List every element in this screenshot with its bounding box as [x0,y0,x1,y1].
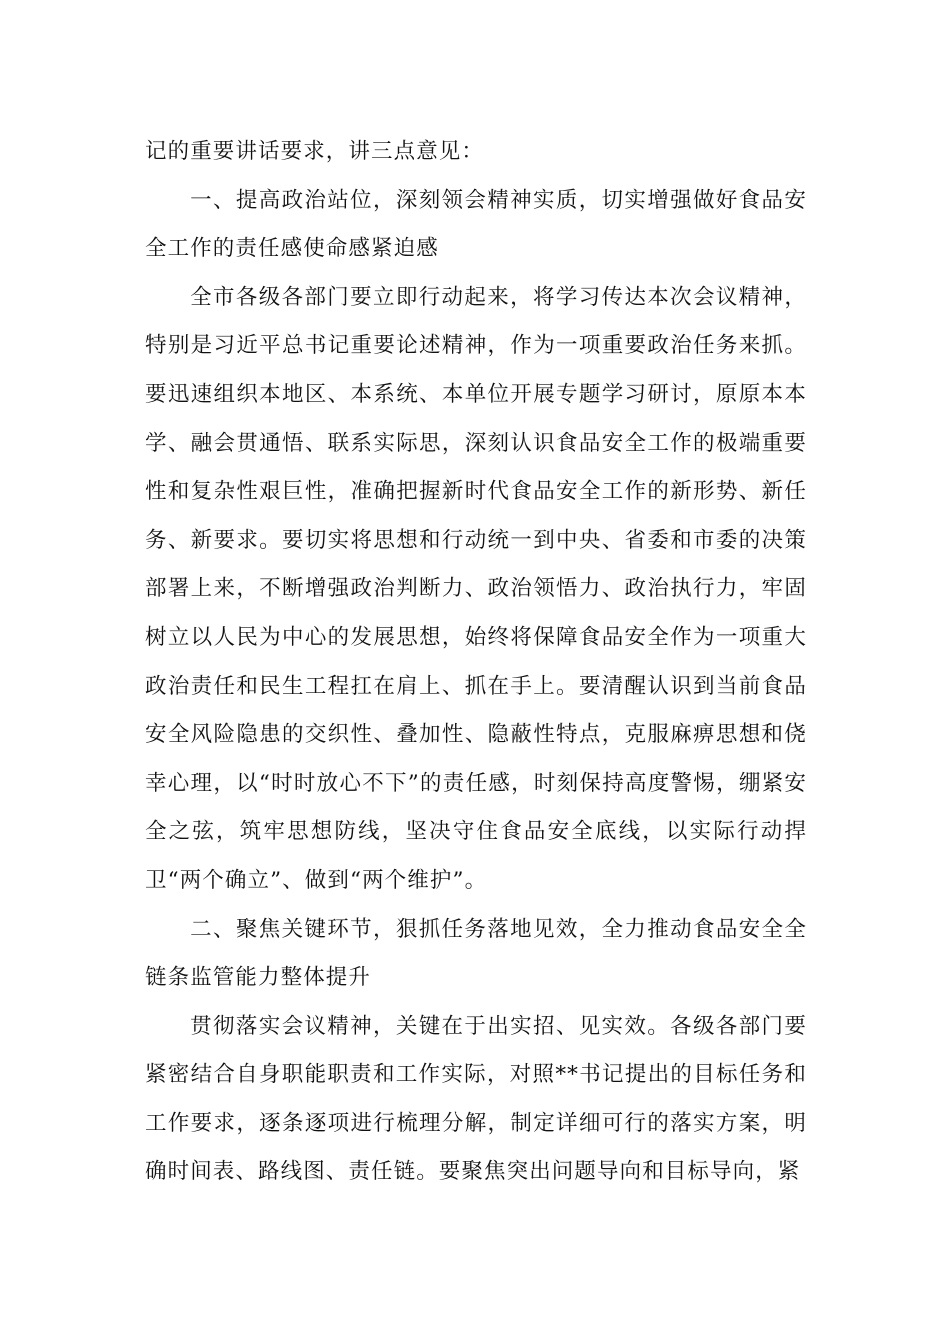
paragraph-body: 全市各级各部门要立即行动起来，将学习传达本次会议精神，特别是习近平总书记重要论述精神，作为一项重要政治任务来抓。要迅速组织本地区、本系统、本单位开展专题学习研讨，原原本本学、融会贯通悟、联系实际思，深刻认识食品安全工作的极端重要性和复杂性艰巨性，准确把握新时代食品安全工作的新形势、新任务、新要求。要切实将思想和行动统一到中央、省委和市委的决策部署上来，不断增强政治判断力、政治领悟力、政治执行力，牢固树立以人民为中心的发展思想，始终将保障食品安全作为一项重大政治责任和民生工程扛在肩上、抓在手上。要清醒认识到当前食品安全风险隐患的交织性、叠加性、隐蔽性特点，克服麻痹思想和侥幸心理，以“时时放心不下”的责任感，时刻保持高度警惕，绷紧安全之弦，筑牢思想防线，坚决守住食品安全底线，以实际行动捍卫“两个确立”、做到“两个维护”。 [145,284,807,893]
section-heading-two: 二、聚焦关键环节，狠抓任务落地见效，全力推动食品安全全链条监管能力整体提升 [145,916,807,991]
paragraph-continuation: 记的重要讲话要求，讲三点意见： [145,139,485,164]
paragraph-body: 贯彻落实会议精神，关键在于出实招、见实效。各级各部门要紧密结合自身职能职责和工作实际，对照**书记提出的目标任务和工作要求，逐条逐项进行梳理分解，制定详细可行的落实方案，明确时间表、路线图、责任链。要聚焦突出问题导向和目标导向，紧 [145,1013,807,1185]
document-body [145,128,807,1197]
section-heading-one: 一、提高政治站位，深刻领会精神实质，切实增强做好食品安全工作的责任感使命感紧迫感 [145,187,807,262]
